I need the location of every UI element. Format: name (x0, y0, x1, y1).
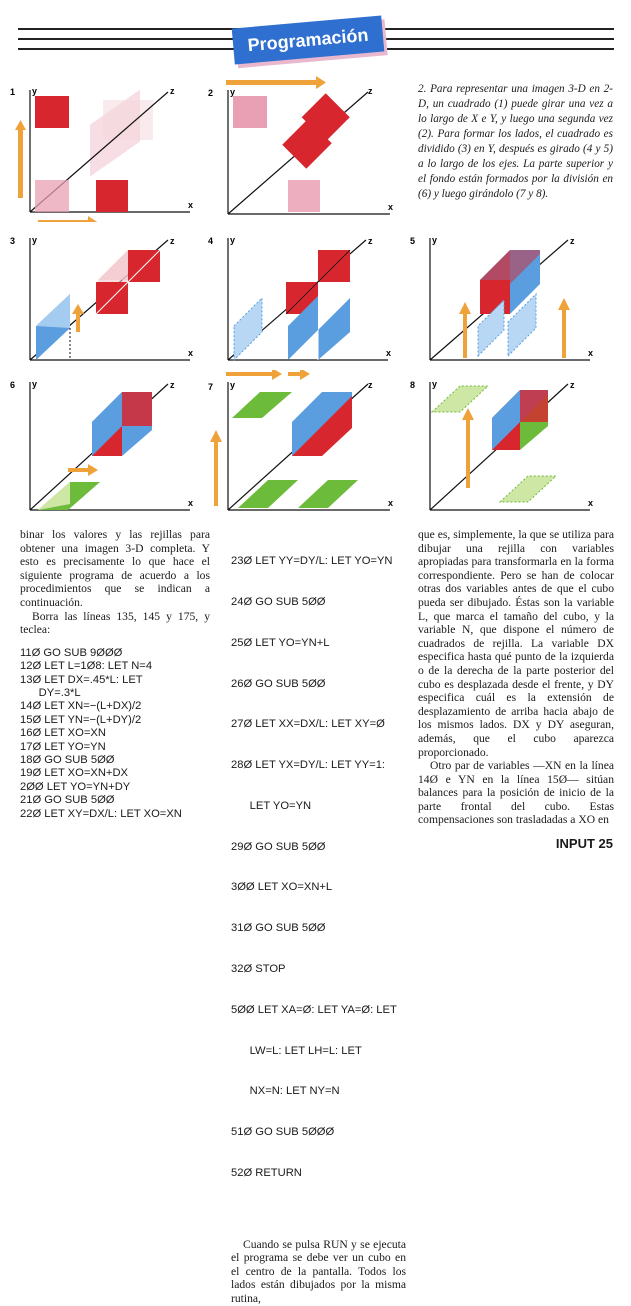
figure-2-x-label: x (388, 202, 394, 212)
figure-4-number: 4 (208, 236, 214, 246)
code-line: 29Ø GO SUB 5ØØ (231, 840, 326, 853)
figure-3-z-label: z (170, 236, 175, 246)
code-line: 12Ø LET L=1Ø8: LET N=4 (20, 660, 153, 673)
code-line: LW=L: LET LH=L: LET (231, 1044, 362, 1057)
figure-8-x-label: x (588, 498, 594, 508)
code-line: 28Ø LET YX=DY/L: LET YY=1: (231, 759, 386, 772)
figure-8 (408, 376, 608, 516)
code-line: 15Ø LET YN=−(L+DY)/2 (20, 713, 142, 726)
code-line: 27Ø LET XX=DX/L: LET XY=Ø (231, 718, 385, 731)
figure-6-y-label: y (32, 379, 38, 389)
figure-7-z-label: z (368, 380, 373, 390)
code-line: 21Ø GO SUB 5ØØ (20, 794, 115, 807)
figure-1-y-label: y (32, 86, 38, 96)
figure-7-x-label: x (388, 498, 394, 508)
figure-6-number: 6 (10, 380, 16, 390)
code-line: DY=.3*L (20, 686, 81, 699)
code-listing-2 (231, 528, 406, 1208)
figure-6 (8, 376, 208, 516)
text-column-1 (20, 528, 210, 821)
code-line: 13Ø LET DX=.45*L: LET (20, 673, 143, 686)
figure-6-x-label: x (188, 498, 194, 508)
figure-7-number: 7 (208, 382, 214, 392)
figure-5 (408, 232, 608, 372)
code-line: 11Ø GO SUB 9ØØØ (20, 646, 123, 659)
figure-2-z-label: z (368, 86, 373, 96)
figure-6-z-label: z (170, 380, 175, 390)
paragraph: Borra las líneas 135, 145 y 175, y teclea: (20, 609, 210, 637)
figure-2-y-label: y (230, 87, 236, 97)
figure-4-z-label: z (368, 236, 373, 246)
code-line: 51Ø GO SUB 5ØØØ (231, 1126, 335, 1139)
paragraph: Cuando se pulsa RUN y se ejecuta el programa se debe ver un cubo en el centro de la pantalla. Todos los lados están dibujados por la misma rutina, (231, 1237, 406, 1306)
code-line: 26Ø GO SUB 5ØØ (231, 677, 326, 690)
figure-3-y-label: y (32, 235, 38, 245)
figure-2-number: 2 (208, 88, 214, 98)
code-line: 2ØØ LET YO=YN+DY (20, 780, 131, 793)
figure-8-number: 8 (410, 380, 416, 390)
figure-4-x-label: x (386, 348, 392, 358)
code-line: 18Ø GO SUB 5ØØ (20, 754, 115, 766)
code-line: 5ØØ LET XA=Ø: LET YA=Ø: LET (231, 1003, 397, 1016)
figure-5-number: 5 (410, 236, 416, 246)
page-footer: INPUT 25 (555, 836, 613, 851)
code-line: NX=N: LET NY=N (231, 1085, 340, 1098)
paragraph: que es, simplemente, la que se utiliza para dibujar una rejilla con variables apropiadas para transformarla en la forma correspondiente. Pero se han de colocar otras dos variables antes de que el cubo pueda ser dibujado. Éstas son la variable L, que marca el tamaño del cubo, y la variable N, que dispone el número de cuadrados de rejilla. La variable DX especifica hasta qué punto de la izquierda o de la derecha de la parte posterior del cubo es desplazada desde el frente, y DY especifica cuál es la extensión de desplazamiento de arriba hacia abajo de los mismos lados. DX y DY aseguran, además, que el cubo aparezca proporcionado. (418, 528, 614, 759)
figure-4 (206, 232, 406, 372)
figure-3-x-label: x (188, 348, 194, 358)
figure-1 (8, 82, 208, 222)
section-title: Programación (246, 24, 370, 55)
figure-1-number: 1 (10, 87, 16, 97)
figure-8-z-label: z (570, 380, 575, 390)
code-line: LET YO=YN (231, 799, 312, 812)
figure-1-x-label: x (188, 200, 194, 210)
figure-5-y-label: y (432, 235, 438, 245)
code-line: 23Ø LET YY=DY/L: LET YO=YN (231, 555, 393, 568)
code-line: 3ØØ LET XO=XN+L (231, 881, 333, 894)
figure-5-z-label: z (570, 236, 575, 246)
code-line: 31Ø GO SUB 5ØØ (231, 922, 326, 935)
figure-4-y-label: y (230, 235, 236, 245)
code-line: 19Ø LET XO=XN+DX (20, 767, 128, 780)
code-listing-1 (20, 647, 210, 821)
figure-5-x-label: x (588, 348, 594, 358)
figure-1-z-label: z (170, 86, 175, 96)
paragraph: binar los valores y las rejillas para obtener una imagen 3-D completa. Y esto es precisamente lo que hace el siguiente programa de acuerdo a los procedimientos que se indican a continuación. (20, 528, 210, 609)
figure-2 (206, 76, 406, 226)
text-column-2 (231, 528, 406, 1306)
code-line: 25Ø LET YO=YN+L (231, 636, 330, 649)
code-line: 24Ø GO SUB 5ØØ (231, 595, 326, 608)
figure-7-y-label: y (230, 380, 236, 390)
figure-8-y-label: y (432, 379, 438, 389)
figure-3-number: 3 (10, 236, 16, 246)
code-line: 52Ø RETURN (231, 1166, 302, 1179)
code-line: 22Ø LET XY=DX/L: LET XO=XN (20, 807, 182, 820)
code-line: 16Ø LET XO=XN (20, 727, 106, 740)
figure-3 (8, 232, 208, 372)
paragraph: Otro par de variables —XN en la línea 14Ø e YN en la línea 15Ø— sitúan balances para la posición de inicio de la parte frontal del cubo. Estas compensaciones son trasladadas a XO en (418, 759, 614, 827)
code-line: 32Ø STOP (231, 963, 286, 975)
figure-caption: 2. Para representar una imagen 3-D en 2-D, un cuadrado (1) puede girar una vez a lo largo de X e Y, y luego una segunda vez (2). Para formar los lados, el cuadrado es dividido (3) en Y, después es girado (4 y 5) a lo largo de los ejes. La parte superior y el fondo están formados por la división en (6) y luego girándolo (7 y 8). (418, 83, 613, 200)
code-line: 14Ø LET XN=−(L+DX)/2 (20, 700, 142, 713)
code-line: 17Ø LET YO=YN (20, 740, 106, 753)
figure-7 (206, 370, 406, 520)
text-column-3 (418, 528, 614, 827)
